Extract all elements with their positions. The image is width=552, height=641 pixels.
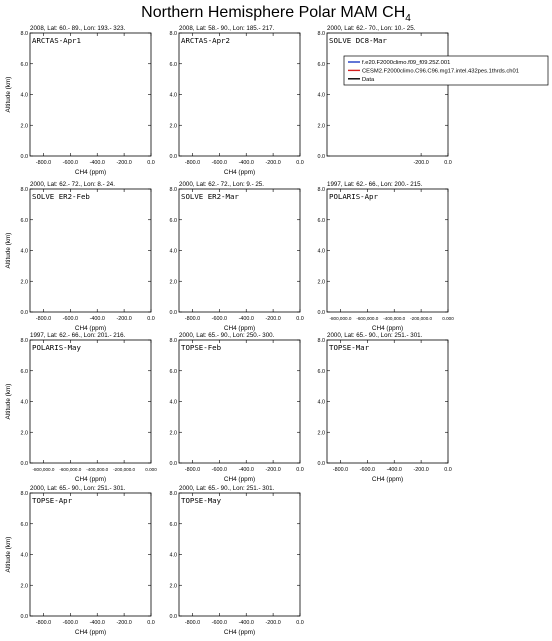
y-tick-label: 8.0 <box>169 187 177 193</box>
x-tick-label: -200.0 <box>265 467 281 473</box>
y-tick-label: 4.0 <box>317 92 325 99</box>
y-tick-label: 4.0 <box>20 248 28 255</box>
x-tick-label: -800.0 <box>184 160 201 166</box>
y-tick-label: 2.0 <box>20 583 28 590</box>
y-tick-label: 4.0 <box>317 248 325 255</box>
y-tick-label: 2.0 <box>317 123 325 130</box>
y-tick-label: 8.0 <box>20 491 28 497</box>
panel-header: 2000, Lat: 62.- 72., Lon: 8.- 24. <box>30 181 115 188</box>
x-axis-label: CH4 (ppm) <box>371 325 404 332</box>
figure-title: Northern Hemisphere Polar MAM $CH_4$ <box>141 4 411 25</box>
x-tick-label: -800,000.0 <box>329 316 352 321</box>
panel-label: SOLVE DC8-Mar <box>329 36 387 45</box>
y-tick-label: 2.0 <box>169 279 177 286</box>
y-tick-label: 6.0 <box>169 217 177 224</box>
legend <box>344 56 548 85</box>
x-tick-label: -400.0 <box>238 160 254 166</box>
chart-panel-3 <box>318 25 452 166</box>
chart-panel-5 <box>170 181 304 332</box>
y-tick-label: 2.0 <box>317 279 325 286</box>
y-tick-label: 0.0 <box>20 310 28 316</box>
y-tick-label: 4.0 <box>20 399 28 406</box>
y-tick-label: 0.0 <box>317 310 325 316</box>
x-tick-label: -800.0 <box>184 467 201 473</box>
chart-panel-8 <box>170 332 304 483</box>
x-axis-label: CH4 (ppm) <box>74 629 107 636</box>
chart-panel-4 <box>5 181 155 332</box>
panel-header: 2000, Lat: 65.- 90., Lon: 250.- 300. <box>179 332 275 339</box>
x-tick-label: 0.0 <box>296 620 304 626</box>
panel-label: TOPSE-Apr <box>32 496 73 505</box>
y-tick-label: 6.0 <box>169 368 177 375</box>
x-tick-label: 0.0 <box>296 467 304 473</box>
y-tick-label: 2.0 <box>169 430 177 437</box>
plot-frame <box>327 189 448 312</box>
x-tick-label: -400,000.0 <box>86 467 109 472</box>
x-tick-label: -200.0 <box>116 316 132 322</box>
x-tick-label: -600.0 <box>62 316 78 322</box>
x-tick-label: 0.0 <box>147 160 155 166</box>
y-tick-label: 4.0 <box>169 92 177 99</box>
panel-header: 1997, Lat: 62.- 66., Lon: 200.- 215. <box>327 181 423 188</box>
x-tick-label: 0.0 <box>444 467 452 473</box>
y-tick-label: 6.0 <box>317 61 325 68</box>
y-axis-label: Altitude (km) <box>5 536 12 573</box>
x-tick-label: -600,000.0 <box>59 467 82 472</box>
x-tick-label: 0.0 <box>296 316 304 322</box>
y-tick-label: 6.0 <box>20 368 28 375</box>
x-tick-label: -800.0 <box>184 620 201 626</box>
legend-entry-label: Data <box>362 76 375 83</box>
panel-label: POLARIS-Apr <box>329 192 378 201</box>
y-tick-label: 0.0 <box>169 310 177 316</box>
plot-frame <box>30 340 151 463</box>
plot-frame <box>30 493 151 616</box>
x-tick-label: -200.0 <box>116 620 132 626</box>
x-axis-label: CH4 (ppm) <box>223 476 256 483</box>
x-tick-label: -200.0 <box>413 160 429 166</box>
x-tick-label: -800.0 <box>35 620 52 626</box>
x-axis-label: CH4 (ppm) <box>223 169 256 176</box>
x-tick-label: -800.0 <box>184 316 201 322</box>
panel-header: 2008, Lat: 60.- 89., Lon: 193.- 323. <box>30 25 126 32</box>
chart-panel-9 <box>318 332 452 483</box>
x-axis-label: CH4 (ppm) <box>223 325 256 332</box>
panel-header: 2008, Lat: 58.- 90., Lon: 185.- 217. <box>179 25 275 32</box>
y-axis-label: Altitude (km) <box>5 383 12 420</box>
chart-panel-6 <box>318 181 455 332</box>
panel-label: TOPSE-Mar <box>329 343 370 352</box>
x-tick-label: -600.0 <box>62 160 78 166</box>
panel-header: 2000, Lat: 65.- 90., Lon: 251.- 301. <box>327 332 423 339</box>
y-tick-label: 6.0 <box>317 217 325 224</box>
x-tick-label: -200.0 <box>265 620 281 626</box>
y-tick-label: 0.0 <box>317 461 325 467</box>
y-tick-label: 0.0 <box>317 154 325 160</box>
x-axis-label: CH4 (ppm) <box>74 476 107 483</box>
x-tick-label: -800.0 <box>35 160 52 166</box>
y-axis-label: Altitude (km) <box>5 76 12 113</box>
x-tick-label: -400.0 <box>238 467 254 473</box>
y-tick-label: 4.0 <box>169 248 177 255</box>
y-axis-label: Altitude (km) <box>5 232 12 269</box>
x-tick-label: 0.0 <box>296 160 304 166</box>
x-tick-label: -800.0 <box>35 316 52 322</box>
y-tick-label: 2.0 <box>20 430 28 437</box>
x-tick-label: 0.0 <box>147 620 155 626</box>
panel-label: ARCTAS-Apr2 <box>181 36 230 45</box>
y-tick-label: 8.0 <box>317 31 325 37</box>
x-tick-label: -600.0 <box>211 620 227 626</box>
x-tick-label: -200.0 <box>265 316 281 322</box>
y-tick-label: 8.0 <box>169 31 177 37</box>
x-axis-label: CH4 (ppm) <box>74 169 107 176</box>
x-tick-label: 0.000 <box>442 316 454 321</box>
x-tick-label: -400.0 <box>89 620 105 626</box>
chart-panel-1 <box>5 25 155 176</box>
y-tick-label: 2.0 <box>169 583 177 590</box>
y-tick-label: 0.0 <box>169 461 177 467</box>
y-tick-label: 8.0 <box>169 491 177 497</box>
y-tick-label: 8.0 <box>20 31 28 37</box>
panel-label: POLARIS-May <box>32 343 81 352</box>
y-tick-label: 2.0 <box>20 123 28 130</box>
panel-header: 2000, Lat: 62.- 72., Lon: 9.- 25. <box>179 181 264 188</box>
y-tick-label: 6.0 <box>169 61 177 68</box>
y-tick-label: 8.0 <box>317 338 325 344</box>
y-tick-label: 6.0 <box>20 61 28 68</box>
x-axis-label: CH4 (ppm) <box>223 629 256 636</box>
chart-panel-7 <box>5 332 157 483</box>
panel-label: ARCTAS-Apr1 <box>32 36 81 45</box>
panel-header: 2000, Lat: 65.- 90., Lon: 251.- 301. <box>30 485 126 492</box>
plot-frame <box>179 340 300 463</box>
y-tick-label: 6.0 <box>317 368 325 375</box>
plot-frame <box>179 189 300 312</box>
x-tick-label: -600.0 <box>211 160 227 166</box>
x-tick-label: 0.0 <box>147 316 155 322</box>
y-tick-label: 0.0 <box>20 461 28 467</box>
x-tick-label: 0.0 <box>444 160 452 166</box>
x-tick-label: -400.0 <box>238 620 254 626</box>
x-tick-label: -400.0 <box>89 160 105 166</box>
plot-frame <box>179 33 300 156</box>
y-tick-label: 2.0 <box>169 123 177 130</box>
x-tick-label: -200,000.0 <box>410 316 433 321</box>
x-tick-label: -800.0 <box>332 467 349 473</box>
chart-panel-10 <box>5 485 155 636</box>
x-tick-label: -600.0 <box>359 467 375 473</box>
y-tick-label: 4.0 <box>169 399 177 406</box>
y-tick-label: 6.0 <box>169 521 177 528</box>
x-tick-label: -400.0 <box>89 316 105 322</box>
x-tick-label: -200.0 <box>265 160 281 166</box>
y-tick-label: 4.0 <box>20 552 28 559</box>
y-tick-label: 6.0 <box>20 217 28 224</box>
plot-frame <box>30 189 151 312</box>
x-tick-label: -600.0 <box>62 620 78 626</box>
x-axis-label: CH4 (ppm) <box>74 325 107 332</box>
panel-header: 2000, Lat: 62.- 70., Lon: 10.- 25. <box>327 25 416 32</box>
y-tick-label: 4.0 <box>317 399 325 406</box>
x-tick-label: -400.0 <box>238 316 254 322</box>
y-tick-label: 8.0 <box>20 187 28 193</box>
y-tick-label: 4.0 <box>169 552 177 559</box>
chart-panel-11 <box>170 485 304 636</box>
x-axis-label: CH4 (ppm) <box>371 476 404 483</box>
x-tick-label: -200.0 <box>413 467 429 473</box>
legend-entry-label: CESM2.F2000climo.C96.C96.mg17.intel.432pes.1thrds.ch01 <box>362 68 519 75</box>
y-tick-label: 0.0 <box>169 154 177 160</box>
plot-frame <box>327 33 451 156</box>
legend-entry-label: f.e20.F2000climo.f09_f09.25Z.001 <box>362 60 451 66</box>
panel-label: TOPSE-Feb <box>181 343 222 352</box>
y-tick-label: 2.0 <box>317 430 325 437</box>
plot-frame <box>327 340 448 463</box>
x-tick-label: -400.0 <box>386 467 402 473</box>
y-tick-label: 2.0 <box>20 279 28 286</box>
chart-panel-2 <box>170 25 304 176</box>
plot-frame <box>30 33 151 156</box>
y-tick-label: 0.0 <box>20 614 28 620</box>
x-tick-label: 0.000 <box>145 467 157 472</box>
y-tick-label: 0.0 <box>169 614 177 620</box>
x-tick-label: -600.0 <box>211 467 227 473</box>
x-tick-label: -200,000.0 <box>113 467 136 472</box>
y-tick-label: 4.0 <box>20 92 28 99</box>
y-tick-label: 8.0 <box>169 338 177 344</box>
y-tick-label: 8.0 <box>20 338 28 344</box>
panel-header: 1997, Lat: 62.- 66., Lon: 201.- 216. <box>30 332 126 339</box>
panel-label: SOLVE ER2-Feb <box>32 192 90 201</box>
panel-header: 2000, Lat: 65.- 90., Lon: 251.- 301. <box>179 485 275 492</box>
plot-frame <box>179 493 300 616</box>
x-tick-label: -600.0 <box>211 316 227 322</box>
y-tick-label: 8.0 <box>317 187 325 193</box>
y-tick-label: 6.0 <box>20 521 28 528</box>
panel-label: SOLVE ER2-Mar <box>181 192 239 201</box>
y-tick-label: 0.0 <box>20 154 28 160</box>
x-tick-label: -400,000.0 <box>383 316 406 321</box>
x-tick-label: -200.0 <box>116 160 132 166</box>
x-tick-label: -800,000.0 <box>32 467 55 472</box>
x-tick-label: -600,000.0 <box>356 316 379 321</box>
panel-label: TOPSE-May <box>181 496 222 505</box>
